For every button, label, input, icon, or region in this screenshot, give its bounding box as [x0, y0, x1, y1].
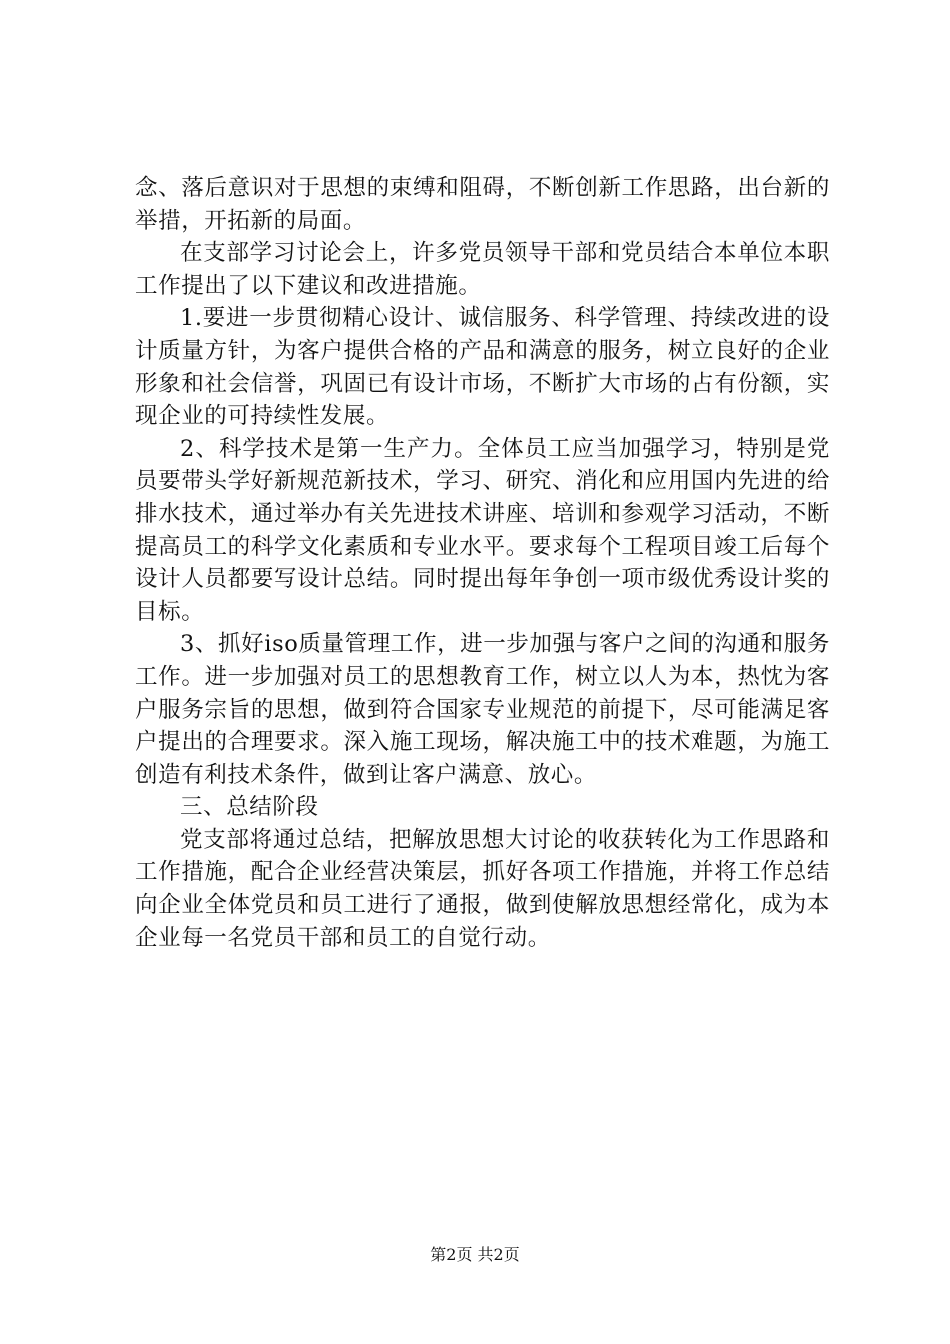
page-number-footer: 第2页 共2页: [430, 1245, 520, 1264]
paragraph-meeting-intro: 在支部学习讨论会上，许多党员领导干部和党员结合本单位本职工作提出了以下建议和改进措施。: [135, 240, 830, 299]
paragraph-item-3: 3、抓好iso质量管理工作，进一步加强与客户之间的沟通和服务工作。进一步加强对员工的思想教育工作，树立以人为本，热忱为客户服务宗旨的思想，做到符合国家专业规范的前提下，尽可能满足客户提出的合理要求。深入施工现场，解决施工中的技术难题，为施工创造有利技术条件，做到让客户满意、放心。: [135, 631, 830, 788]
document-body: [135, 172, 830, 954]
paragraph-continuation: 念、落后意识对于思想的束缚和阻碍，不断创新工作思路，出台新的举措，开拓新的局面。: [135, 175, 830, 234]
section-heading-summary: 三、总结阶段: [180, 794, 319, 821]
paragraph-item-2: 2、科学技术是第一生产力。全体员工应当加强学习，特别是党员要带头学好新规范新技术，学习、研究、消化和应用国内先进的给排水技术，通过举办有关先进技术讲座、培训和参观学习活动，不断提高员工的科学文化素质和专业水平。要求每个工程项目竣工后每个设计人员都要写设计总结。同时提出每年争创一项市级优秀设计奖的目标。: [135, 435, 830, 625]
paragraph-summary: 党支部将通过总结，把解放思想大讨论的收获转化为工作思路和工作措施，配合企业经营决策层，抓好各项工作措施，并将工作总结向企业全体党员和员工进行了通报，做到使解放思想经常化，成为本企业每一名党员干部和员工的自觉行动。: [135, 826, 830, 951]
paragraph-item-1: 1.要进一步贯彻精心设计、诚信服务、科学管理、持续改进的设计质量方针，为客户提供合格的产品和满意的服务，树立良好的企业形象和社会信誉，巩固已有设计市场，不断扩大市场的占有份额，实现企业的可持续性发展。: [135, 305, 830, 430]
